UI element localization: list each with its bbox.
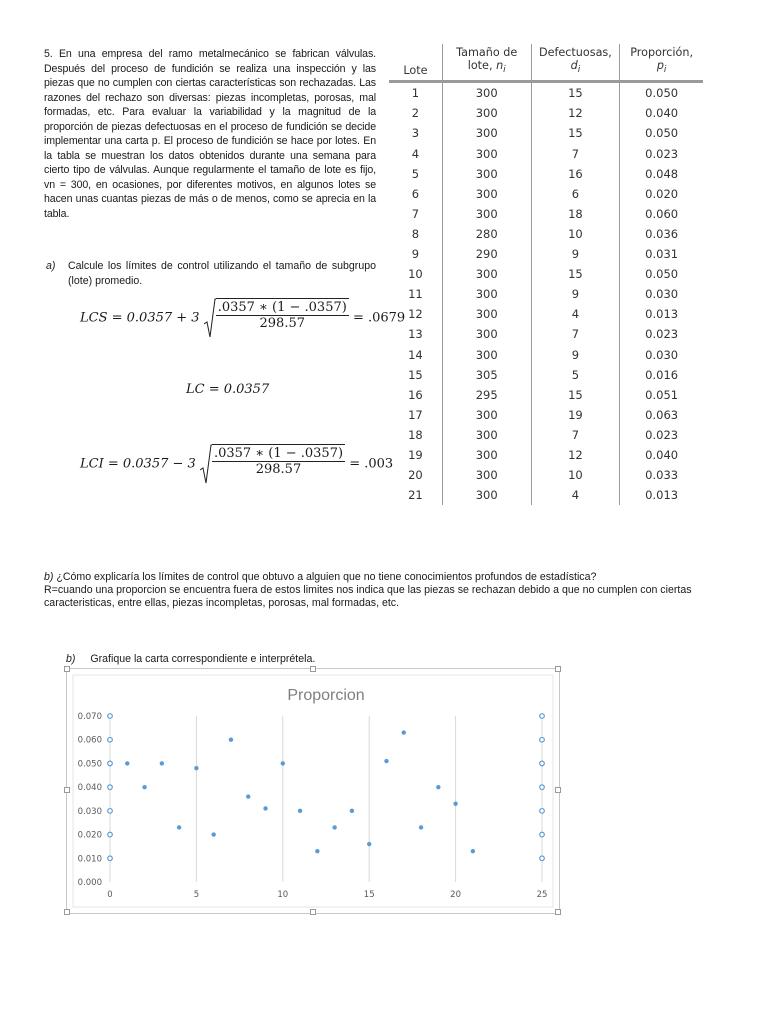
resize-handle[interactable] (555, 909, 561, 915)
chart-title: Proporcion (287, 687, 365, 704)
cell-proporcion: 0.030 (620, 284, 703, 304)
data-point (332, 825, 336, 829)
cell-lote: 21 (408, 488, 423, 503)
data-point (177, 825, 181, 829)
data-point (471, 849, 475, 853)
lcs-result: = .0679 (352, 310, 406, 326)
cell-tamano: 300 (442, 425, 531, 445)
table-row (389, 365, 703, 385)
cell-proporcion: 0.048 (620, 164, 703, 184)
cell-proporcion: 0.060 (620, 204, 703, 224)
cell-tamano: 300 (442, 103, 531, 123)
cell-defectuosas: 12 (531, 445, 620, 465)
question-b-graph (68, 653, 315, 665)
table-row (389, 405, 703, 425)
axis-marker (540, 856, 545, 861)
chart-plot-area (73, 675, 553, 907)
data-point (298, 809, 302, 813)
x-tick-label: 20 (450, 890, 462, 900)
table-row (389, 204, 703, 224)
axis-marker (540, 809, 545, 814)
cell-proporcion: 0.050 (620, 82, 703, 104)
data-point (384, 759, 388, 763)
cell-proporcion: 0.040 (620, 103, 703, 123)
question-b2-label: b) (66, 653, 76, 665)
data-point (419, 825, 423, 829)
cell-proporcion: 0.033 (620, 465, 703, 485)
cell-tamano: 280 (442, 224, 531, 244)
y-tick-label: 0.020 (77, 830, 102, 841)
table-row (389, 485, 703, 505)
x-tick-label: 5 (193, 890, 200, 900)
axis-marker (108, 809, 113, 814)
cell-tamano: 300 (442, 264, 531, 284)
data-point (367, 842, 371, 846)
cell-tamano: 300 (442, 485, 531, 505)
x-tick-label: 25 (536, 890, 548, 900)
cell-lote: 7 (411, 206, 420, 221)
cell-lote: 12 (408, 307, 423, 322)
cell-tamano: 300 (442, 405, 531, 425)
axis-marker (540, 761, 545, 766)
question-a-text: Calcule los límites de control utilizando el tamaño de subgrupo (lote) promedio. (68, 260, 376, 287)
axis-marker (108, 737, 113, 742)
header-defectuosas: Defectuosas, $d_i$ (531, 44, 620, 82)
cell-lote: 11 (408, 287, 423, 302)
cell-proporcion: 0.050 (620, 123, 703, 143)
axis-marker (540, 737, 545, 742)
cell-tamano: 300 (442, 445, 531, 465)
table-row (389, 465, 703, 485)
lci-denominator: 298.57 (212, 461, 345, 477)
axis-marker (108, 714, 113, 719)
header-proporcion: Proporción, $p_i$ (620, 44, 703, 82)
chart-frame[interactable] (66, 668, 560, 914)
cell-tamano: 300 (442, 123, 531, 143)
question-b2-text: Grafique la carta correspondiente e interprétela. (90, 653, 316, 665)
cell-proporcion: 0.030 (620, 344, 703, 364)
table-row (389, 224, 703, 244)
lc-formula: LC = 0.0357 (186, 382, 270, 397)
table-row (389, 445, 703, 465)
cell-proporcion: 0.031 (620, 244, 703, 264)
data-point (211, 832, 215, 836)
table-header-row (389, 44, 703, 82)
y-tick-label: 0.030 (77, 806, 102, 817)
cell-lote: 16 (408, 387, 423, 402)
resize-handle[interactable] (555, 666, 561, 672)
cell-tamano: 305 (442, 365, 531, 385)
header-lote: Lote (389, 44, 442, 82)
data-point (125, 761, 129, 765)
cell-defectuosas: 7 (531, 324, 620, 344)
table-row (389, 264, 703, 284)
cell-proporcion: 0.023 (620, 144, 703, 164)
lci-numerator: .0357 ∗ (1 − .0357) (213, 446, 344, 461)
cell-lote: 19 (408, 447, 423, 462)
data-point (281, 761, 285, 765)
axis-marker (540, 832, 545, 837)
cell-proporcion: 0.063 (620, 405, 703, 425)
cell-tamano: 300 (442, 184, 531, 204)
proporcion-chart (67, 669, 559, 913)
cell-defectuosas: 9 (531, 284, 620, 304)
lcs-lhs: LCS = 0.0357 + 3 (80, 310, 200, 326)
lcs-denominator: 298.57 (216, 315, 349, 331)
lci-lhs: LCI = 0.0357 − 3 (80, 456, 196, 472)
question-b-text: ¿Cómo explicaría los límites de control que obtuvo a alguien que no tiene conocimientos profundos de estadística? (53, 571, 597, 583)
cell-proporcion: 0.051 (620, 385, 703, 405)
lcs-numerator: .0357 ∗ (1 − .0357) (217, 300, 347, 315)
axis-marker (108, 856, 113, 861)
cell-defectuosas: 7 (531, 144, 620, 164)
data-point (263, 806, 267, 810)
table-row (389, 164, 703, 184)
table-row (389, 304, 703, 324)
cell-proporcion: 0.016 (620, 365, 703, 385)
data-point (142, 785, 146, 789)
cell-proporcion: 0.023 (620, 324, 703, 344)
cell-lote: 5 (411, 166, 420, 181)
resize-handle[interactable] (310, 909, 316, 915)
cell-lote: 13 (408, 327, 423, 342)
cell-proporcion: 0.050 (620, 264, 703, 284)
cell-defectuosas: 15 (531, 385, 620, 405)
cell-lote: 14 (408, 347, 423, 362)
table-row (389, 324, 703, 344)
cell-proporcion: 0.023 (620, 425, 703, 445)
table-row (389, 425, 703, 445)
problem-statement: 5. En una empresa del ramo metalmecánico se fabrican válvulas. Después del proceso de fundición se realiza una inspección y las piezas que no cumplen con ciertas características son rechazadas. Las razones del rechazo son diversas: piezas incompletas, porosas, mal formadas, etc. Para evaluar la variabilidad y la magnitud de la proporción de piezas defectuosas en el proceso de fundición se decide implementar una carta p. El proceso de fundición se hace por lotes. En la tabla se muestran los datos obtenidos durante una semana para cierto tipo de válvulas. Aunque regularmente el tamaño de lote es fijo, vn = 300, en ocasiones, por diferentes motivos, en algunos lotes se hacen unas cuantas piezas de más o de menos, como se aprecia en la tabla. (44, 48, 376, 220)
cell-lote: 18 (408, 427, 423, 442)
resize-handle[interactable] (555, 787, 561, 793)
data-point (315, 849, 319, 853)
cell-defectuosas: 9 (531, 244, 620, 264)
resize-handle[interactable] (64, 909, 70, 915)
answer-b: R=cuando una proporcion se encuentra fuera de estos limites nos indica que las piezas se rechazan debido a que no cumplen con ciertas caracteristicas, entre ellas, piezas incompletas, porosas, mal formadas, etc. (44, 583, 692, 609)
cell-lote: 8 (411, 226, 420, 241)
resize-handle[interactable] (310, 666, 316, 672)
cell-proporcion: 0.013 (620, 304, 703, 324)
cell-lote: 6 (411, 186, 420, 201)
cell-lote: 1 (411, 86, 420, 101)
cell-lote: 9 (411, 247, 420, 262)
cell-defectuosas: 16 (531, 164, 620, 184)
cell-tamano: 300 (442, 304, 531, 324)
cell-defectuosas: 18 (531, 204, 620, 224)
question-a-label: a) (46, 260, 56, 272)
y-tick-label: 0.050 (77, 759, 102, 770)
cell-defectuosas: 15 (531, 123, 620, 143)
cell-defectuosas: 4 (531, 304, 620, 324)
cell-defectuosas: 7 (531, 425, 620, 445)
cell-lote: 4 (411, 146, 420, 161)
cell-tamano: 300 (442, 465, 531, 485)
data-point (229, 738, 233, 742)
table-row (389, 144, 703, 164)
y-tick-label: 0.070 (77, 712, 102, 722)
y-tick-label: 0.060 (77, 735, 102, 746)
cell-tamano: 290 (442, 244, 531, 264)
cell-lote: 15 (408, 367, 423, 382)
cell-tamano: 295 (442, 385, 531, 405)
data-point (350, 809, 354, 813)
cell-tamano: 300 (442, 144, 531, 164)
axis-marker (108, 761, 113, 766)
question-a (46, 259, 376, 288)
cell-defectuosas: 9 (531, 344, 620, 364)
table-row (389, 344, 703, 364)
cell-tamano: 300 (442, 164, 531, 184)
cell-proporcion: 0.040 (620, 445, 703, 465)
table-row (389, 123, 703, 143)
table-row (389, 82, 703, 104)
cell-defectuosas: 6 (531, 184, 620, 204)
cell-tamano: 300 (442, 344, 531, 364)
cell-tamano: 300 (442, 284, 531, 304)
table-row (389, 385, 703, 405)
cell-proporcion: 0.013 (620, 485, 703, 505)
cell-tamano: 300 (442, 82, 531, 104)
cell-defectuosas: 5 (531, 365, 620, 385)
y-tick-label: 0.040 (77, 783, 102, 794)
cell-defectuosas: 15 (531, 264, 620, 284)
table-row (389, 284, 703, 304)
cell-lote: 20 (408, 468, 423, 483)
cell-defectuosas: 10 (531, 465, 620, 485)
cell-lote: 17 (408, 407, 423, 422)
data-point (160, 761, 164, 765)
cell-tamano: 300 (442, 324, 531, 344)
question-b-label: b) (44, 571, 54, 583)
y-tick-label: 0.000 (77, 878, 102, 888)
data-point (436, 785, 440, 789)
cell-lote: 3 (411, 126, 420, 141)
cell-defectuosas: 12 (531, 103, 620, 123)
data-table (389, 44, 703, 505)
cell-defectuosas: 10 (531, 224, 620, 244)
cell-tamano: 300 (442, 204, 531, 224)
cell-proporcion: 0.020 (620, 184, 703, 204)
question-b-explain (44, 571, 724, 609)
x-tick-label: 15 (363, 890, 375, 900)
data-point (194, 766, 198, 770)
lcs-formula (80, 298, 405, 338)
table-row (389, 244, 703, 264)
data-point (453, 802, 457, 806)
axis-marker (108, 785, 113, 790)
resize-handle[interactable] (64, 666, 70, 672)
cell-defectuosas: 15 (531, 82, 620, 104)
axis-marker (540, 785, 545, 790)
cell-proporcion: 0.036 (620, 224, 703, 244)
axis-marker (108, 832, 113, 837)
table-body (389, 82, 703, 505)
cell-defectuosas: 19 (531, 405, 620, 425)
table-row (389, 184, 703, 204)
data-point (402, 730, 406, 734)
axis-marker (540, 714, 545, 719)
lci-formula (80, 444, 393, 484)
y-tick-label: 0.010 (77, 854, 102, 865)
x-tick-label: 0 (107, 890, 113, 900)
cell-lote: 10 (408, 267, 423, 282)
lci-result: = .003 (349, 456, 394, 472)
header-tamano: Tamaño de lote, $n_i$ (442, 44, 531, 82)
resize-handle[interactable] (64, 787, 70, 793)
data-point (246, 794, 250, 798)
x-tick-label: 10 (277, 890, 289, 900)
cell-lote: 2 (411, 106, 420, 121)
cell-defectuosas: 4 (531, 485, 620, 505)
table-row (389, 103, 703, 123)
